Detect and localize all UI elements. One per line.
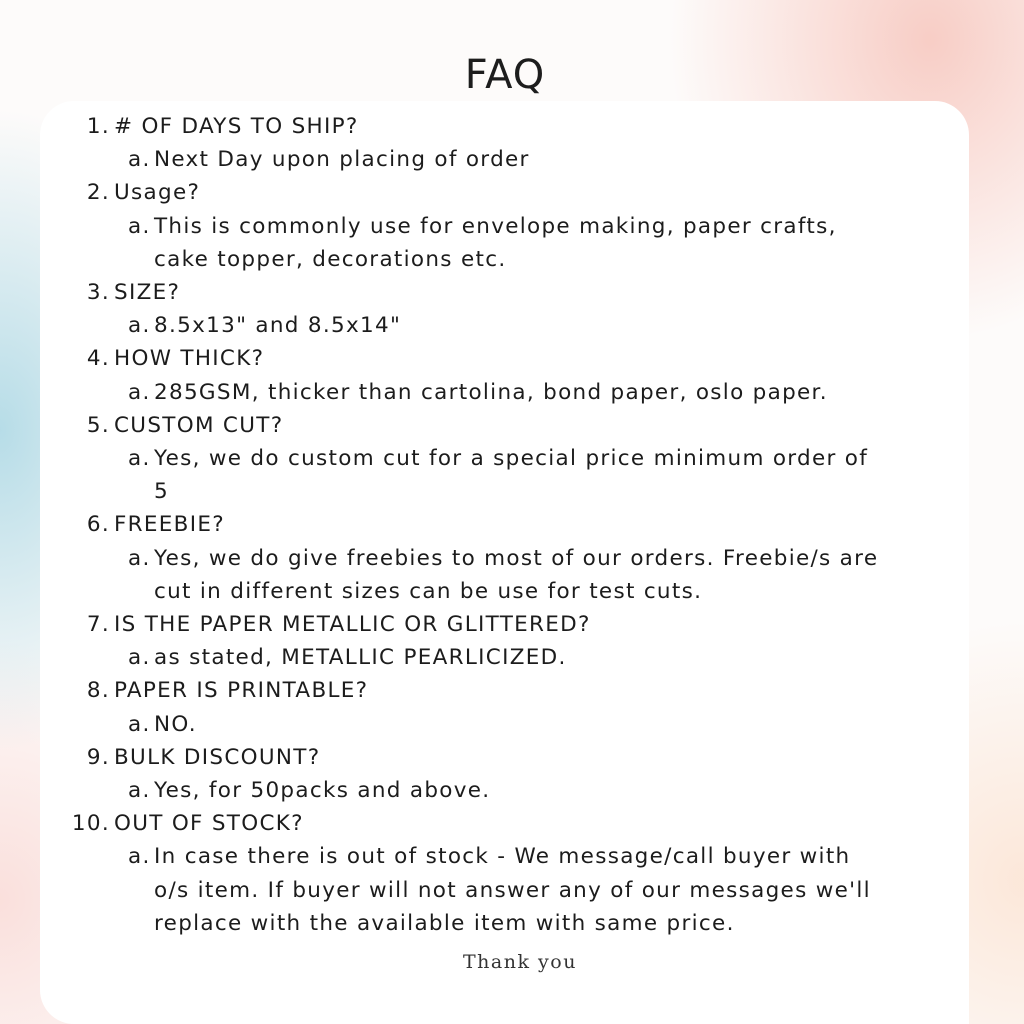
- faq-answer: [0, 376, 960, 409]
- faq-item-9: [0, 741, 960, 807]
- faq-question: [0, 409, 960, 442]
- faq-answer: [0, 774, 960, 807]
- faq-answer: [0, 442, 960, 508]
- question-number: 3.: [86, 280, 110, 306]
- answer-letter: a.: [128, 645, 151, 671]
- answer-text: NO.: [154, 711, 197, 737]
- faq-item-3: [0, 276, 960, 342]
- question-number: 9.: [86, 744, 110, 770]
- answer-letter: a.: [128, 379, 151, 405]
- answer-letter: a.: [128, 844, 151, 870]
- faq-item-7: [0, 608, 960, 674]
- faq-answer: [0, 840, 960, 940]
- faq-list: [0, 110, 960, 940]
- answer-text: 8.5x13" and 8.5x14": [154, 313, 402, 339]
- answer-text: Yes, we do give freebies to most of our orders. Freebie/s are cut in different sizes can be use for test cuts.: [154, 545, 879, 604]
- faq-question: [0, 741, 960, 774]
- question-text: HOW THICK?: [114, 346, 265, 372]
- faq-answer: [0, 542, 960, 608]
- faq-answer: [0, 708, 960, 741]
- question-number: 10.: [71, 811, 110, 837]
- page-title: FAQ: [464, 52, 546, 98]
- answer-text: In case there is out of stock - We message/call buyer with o/s item. If buyer will not answer any of our messages we'll replace with the available item with same price.: [154, 844, 871, 936]
- faq-item-5: [0, 409, 960, 509]
- question-text: OUT OF STOCK?: [114, 811, 304, 837]
- faq-question: [0, 508, 960, 541]
- faq-answer: [0, 641, 960, 674]
- question-text: # OF DAYS TO SHIP?: [114, 114, 359, 139]
- answer-text: as stated, METALLIC PEARLICIZED.: [154, 645, 567, 671]
- faq-item-10: [0, 807, 960, 940]
- question-number: 4.: [86, 346, 110, 372]
- answer-letter: a.: [128, 778, 151, 804]
- answer-letter: a.: [128, 446, 151, 472]
- answer-letter: a.: [128, 545, 151, 571]
- answer-text: This is commonly use for envelope making, paper crafts, cake topper, decorations etc.: [154, 213, 837, 272]
- question-number: 8.: [86, 678, 110, 704]
- faq-answer: [0, 309, 960, 342]
- answer-letter: a.: [128, 213, 151, 239]
- answer-text: 285GSM, thicker than cartolina, bond paper, oslo paper.: [154, 379, 828, 405]
- question-text: SIZE?: [114, 280, 181, 306]
- faq-item-1: [0, 110, 960, 176]
- faq-question: [0, 807, 960, 840]
- question-number: 2.: [86, 180, 110, 206]
- faq-question: [0, 176, 960, 209]
- faq-item-4: [0, 342, 960, 408]
- question-number: 6.: [86, 512, 110, 538]
- answer-letter: a.: [128, 313, 151, 339]
- answer-letter: a.: [128, 147, 151, 173]
- answer-text: Yes, for 50packs and above.: [154, 778, 491, 804]
- faq-question: [0, 342, 960, 375]
- faq-question: [0, 110, 960, 143]
- faq-answer: [0, 210, 960, 276]
- answer-letter: a.: [128, 711, 151, 737]
- faq-question: [0, 608, 960, 641]
- question-text: FREEBIE?: [114, 512, 225, 538]
- faq-question: [0, 276, 960, 309]
- question-text: PAPER IS PRINTABLE?: [114, 678, 369, 704]
- faq-question: [0, 674, 960, 707]
- faq-item-6: [0, 508, 960, 608]
- question-text: CUSTOM CUT?: [114, 412, 284, 438]
- thank-you-note: Thank you: [463, 951, 577, 973]
- question-number: 1.: [86, 114, 110, 139]
- question-text: Usage?: [114, 180, 201, 206]
- faq-item-8: [0, 674, 960, 740]
- answer-text: Next Day upon placing of order: [154, 147, 530, 173]
- question-text: BULK DISCOUNT?: [114, 744, 321, 770]
- faq-item-2: [0, 176, 960, 276]
- question-text: IS THE PAPER METALLIC OR GLITTERED?: [114, 612, 591, 638]
- faq-answer: [0, 143, 960, 176]
- answer-text: Yes, we do custom cut for a special price minimum order of 5: [154, 446, 869, 505]
- question-number: 5.: [86, 412, 110, 438]
- question-number: 7.: [86, 612, 110, 638]
